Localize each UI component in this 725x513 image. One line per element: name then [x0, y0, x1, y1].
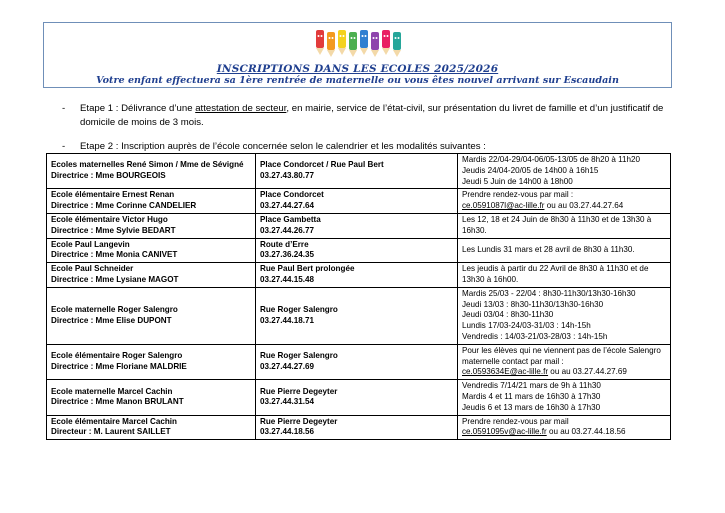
pencil-body: [371, 32, 379, 50]
address-cell: [256, 344, 458, 379]
school-cell-line: Directeur : M. Laurent SAILLET: [51, 427, 171, 437]
email-link[interactable]: ce.0593634E@ac-lille.fr: [462, 367, 549, 377]
schedule-cell-line: Vendredis 7/14/21 mars de 9h à 11h30: [462, 381, 601, 391]
pencil-body: [393, 32, 401, 50]
pencil-eye: [398, 37, 400, 39]
colored-pencils-logo: [310, 27, 410, 57]
pencil-body: [349, 32, 357, 50]
pencil-tip: [393, 50, 401, 57]
pencil-tip: [316, 48, 324, 55]
address-cell: [256, 415, 458, 440]
address-cell: [256, 189, 458, 214]
step-dash: -: [62, 103, 66, 114]
email-suffix: ou au 03.27.44.18.56: [546, 427, 626, 437]
pencil-tip: [338, 48, 346, 55]
pencil-eye: [362, 35, 364, 37]
email-link[interactable]: ce.0591087l@ac-lille.fr: [462, 201, 545, 211]
address-cell-line: 03.27.44.27.64: [260, 201, 315, 211]
pencil-eye: [373, 37, 375, 39]
page-subtitle: Votre enfant effectuera sa 1ère rentrée de maternelle ou vous êtes nouvel arrivant sur Escaudain: [96, 75, 619, 86]
school-cell-line: Directrice : Mme Corinne CANDELIER: [51, 201, 197, 211]
address-cell-line: Place Condorcet: [260, 190, 324, 200]
pencil-body: [382, 30, 390, 48]
schedule-cell-line: Jeudi 13/03 : 8h30-11h30/13h30-16h30: [462, 299, 604, 309]
school-cell: [47, 415, 256, 440]
schedule-cell-line: Mardis 25/03 - 22/04 : 8h30-11h30/13h30-16h30: [462, 288, 636, 298]
schedule-cell: [458, 344, 671, 379]
pencil-eye: [376, 37, 378, 39]
step-dash: -: [62, 141, 66, 152]
school-cell-line: Ecole maternelle Roger Salengro: [51, 304, 178, 314]
table-row: [47, 287, 671, 344]
address-cell: [256, 213, 458, 238]
school-cell-line: Ecole maternelle Marcel Cachin: [51, 386, 173, 396]
schedule-cell: [458, 380, 671, 415]
schedule-cell-line: Les jeudis à partir du 22 Avril de 8h30 à 11h30 et de 13h30 à 16h00.: [462, 264, 649, 284]
schedule-cell: [458, 154, 671, 189]
pencil-eye: [318, 35, 320, 37]
school-cell-line: Directrice : Mme Floriane MALDRIE: [51, 361, 187, 371]
address-cell: [256, 238, 458, 263]
email-line: [462, 201, 666, 212]
address-cell: [256, 380, 458, 415]
pencil-eye: [340, 35, 342, 37]
table-row: [47, 344, 671, 379]
school-cell: [47, 238, 256, 263]
pencil-eye: [387, 35, 389, 37]
address-cell-line: Rue Pierre Degeyter: [260, 386, 338, 396]
step-2-text: Etape 2 : Inscription auprès de l’école concernée selon le calendrier et les modalités suivantes :: [80, 141, 486, 152]
address-cell-line: Place Condorcet / Rue Paul Bert: [260, 160, 384, 170]
school-cell-line: Directrice : Mme Lysiane MAGOT: [51, 274, 179, 284]
steps-list: [62, 102, 682, 154]
schedule-cell-line: Les Lundis 31 mars et 28 avril de 8h30 à 11h30.: [462, 244, 635, 254]
schedule-cell: [458, 189, 671, 214]
schedule-cell-line: Jeudis 6 et 13 mars de 16h30 à 17h30: [462, 402, 601, 412]
pencil-body: [327, 32, 335, 50]
school-cell-line: Ecole élémentaire Roger Salengro: [51, 351, 183, 361]
table-row: [47, 263, 671, 288]
schedule-cell-line: Jeudis 24/04-20/05 de 14h00 à 16h15: [462, 165, 599, 175]
pencil-eye: [395, 37, 397, 39]
address-cell-line: Place Gambetta: [260, 214, 321, 224]
school-cell-line: Directrice : Mme Manon BRULANT: [51, 397, 184, 407]
schedule-cell: [458, 238, 671, 263]
address-cell-line: Route d’Erre: [260, 239, 309, 249]
address-cell-line: 03.27.44.18.56: [260, 427, 315, 437]
pencil-tip: [349, 50, 357, 57]
address-cell-line: 03.27.44.15.48: [260, 274, 315, 284]
pencil-tip: [360, 48, 368, 55]
school-cell-line: Directrice : Mme Elise DUPONT: [51, 315, 172, 325]
school-cell: [47, 287, 256, 344]
school-cell-line: Ecole élémentaire Ernest Renan: [51, 190, 175, 200]
address-cell-line: 03.27.44.18.71: [260, 315, 315, 325]
address-cell: [256, 154, 458, 189]
school-cell-line: Ecole élémentaire Marcel Cachin: [51, 416, 177, 426]
email-suffix: ou au 03.27.44.27.64: [544, 201, 624, 211]
pencil-eye: [329, 37, 331, 39]
school-cell-line: Directrice : Mme BOURGEOIS: [51, 171, 166, 181]
schedule-cell: [458, 415, 671, 440]
step-1-underlined: attestation de secteur: [195, 103, 287, 114]
pencil-eye: [332, 37, 334, 39]
schedule-cell-line: Pour les élèves qui ne viennent pas de l’école Salengro maternelle contact par mail :: [462, 345, 661, 366]
table-row: [47, 213, 671, 238]
school-cell: [47, 263, 256, 288]
pencil-eye: [384, 35, 386, 37]
email-line: [462, 367, 666, 378]
schedule-cell-line: Vendredis : 14/03-21/03-28/03 : 14h-15h: [462, 331, 608, 341]
school-cell: [47, 213, 256, 238]
school-cell-line: Ecole Paul Langevin: [51, 239, 130, 249]
address-cell-line: 03.27.44.27.69: [260, 361, 315, 371]
email-suffix: ou au 03.27.44.27.69: [548, 367, 627, 377]
schedule-cell-line: Lundis 17/03-24/03-31/03 : 14h-15h: [462, 321, 591, 331]
school-cell-line: Ecoles maternelles René Simon / Mme de Sévigné: [51, 160, 244, 170]
address-cell-line: 03.27.36.24.35: [260, 250, 315, 260]
table-row: [47, 154, 671, 189]
address-cell-line: Rue Roger Salengro: [260, 304, 338, 314]
school-cell-line: Directrice : Mme Sylvie BEDART: [51, 225, 176, 235]
step-1: [62, 102, 682, 130]
email-line: [462, 427, 666, 438]
school-cell-line: Ecole Paul Schneider: [51, 264, 134, 274]
pencil-body: [316, 30, 324, 48]
step-1-suffix: , en mairie, service de l’état-civil, sur présentation du livret de famille et d’un justificatif de domicile de moins de 3 mois.: [80, 103, 664, 128]
pencil-eye: [354, 37, 356, 39]
pencil-tip: [327, 50, 335, 57]
pencil-eye: [343, 35, 345, 37]
address-cell-line: Rue Paul Bert prolongée: [260, 264, 355, 274]
table-row: [47, 415, 671, 440]
schedule-cell-line: Prendre rendez-vous par mail :: [462, 190, 574, 200]
address-cell: [256, 287, 458, 344]
address-cell-line: 03.27.44.26.77: [260, 225, 315, 235]
pencil-body: [360, 30, 368, 48]
school-cell-line: Directrice : Mme Monia CANIVET: [51, 250, 178, 260]
schedule-cell-line: Prendre rendez-vous par mail: [462, 416, 569, 426]
address-cell-line: Rue Roger Salengro: [260, 351, 338, 361]
pencil-tip: [371, 50, 379, 57]
table-row: [47, 189, 671, 214]
schedule-cell-line: Mardis 4 et 11 mars de 16h30 à 17h30: [462, 391, 601, 401]
schedule-cell: [458, 287, 671, 344]
address-cell-line: 03.27.44.31.54: [260, 397, 315, 407]
header-banner: [43, 22, 672, 88]
pencil-eye: [321, 35, 323, 37]
address-cell-line: Rue Pierre Degeyter: [260, 416, 338, 426]
table-row: [47, 380, 671, 415]
school-cell: [47, 380, 256, 415]
pencil-tip: [382, 48, 390, 55]
school-cell: [47, 344, 256, 379]
address-cell-line: 03.27.43.80.77: [260, 171, 315, 181]
page-title: INSCRIPTIONS DANS LES ECOLES 2025/2026: [216, 63, 499, 75]
address-cell: [256, 263, 458, 288]
school-cell: [47, 154, 256, 189]
email-link[interactable]: ce.0591095v@ac-lille.fr: [462, 427, 547, 437]
pencil-eye: [351, 37, 353, 39]
schedule-cell: [458, 263, 671, 288]
table-row: [47, 238, 671, 263]
school-cell-line: Ecole élémentaire Victor Hugo: [51, 214, 168, 224]
step-2: [62, 140, 682, 154]
schedule-cell: [458, 213, 671, 238]
schedule-cell-line: Les 12, 18 et 24 Juin de 8h30 à 11h30 et de 13h30 à 16h30.: [462, 214, 652, 235]
pencil-body: [338, 30, 346, 48]
school-cell: [47, 189, 256, 214]
schedule-cell-line: Jeudi 03/04 : 8h30-11h30: [462, 310, 554, 320]
step-1-prefix: Etape 1 : Délivrance d’une: [80, 103, 196, 114]
pencil-eye: [365, 35, 367, 37]
schedule-cell-line: Mardis 22/04-29/04-06/05-13/05 de 8h20 à 11h20: [462, 155, 641, 164]
schedule-cell-line: Jeudi 5 Juin de 14h00 à 18h00: [462, 176, 573, 186]
schools-table: [46, 153, 671, 440]
